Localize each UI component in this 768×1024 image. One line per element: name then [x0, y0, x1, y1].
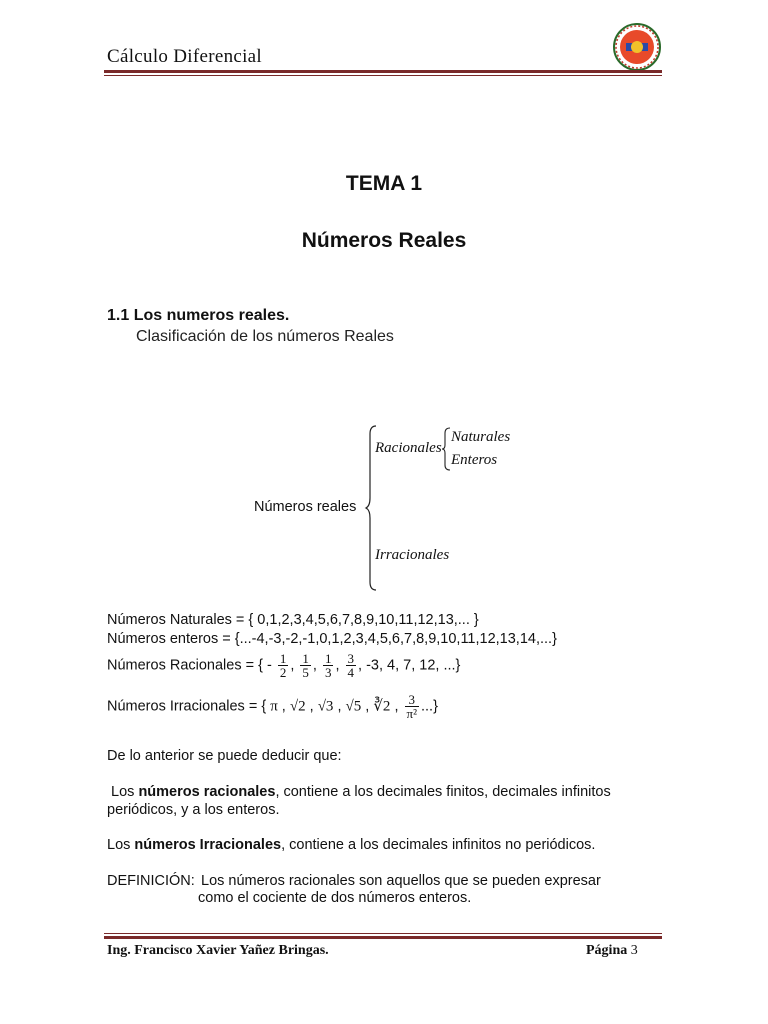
irracionales-suffix: ...}	[420, 698, 438, 715]
bold-term: números Irracionales	[134, 837, 282, 853]
paragraph-racionales: Los números racionales, contiene a los decimales finitos, decimales infinitos periódicos, y a los enteros.	[107, 784, 611, 818]
fraction: $\frac{3}{\text{π²}}$	[406, 692, 417, 721]
page-number: 3	[630, 943, 638, 958]
fraction: $\frac{3}{4}$	[347, 651, 355, 680]
diagram-root-label: Números reales	[254, 499, 357, 515]
fraction: $\frac{1}{5}$	[302, 651, 309, 680]
header-title: Cálculo Diferencial	[107, 46, 262, 67]
definition-line-1: Los números racionales son aquellos que se pueden expresar	[201, 873, 601, 889]
irr-item: √2	[289, 698, 306, 715]
irr-item: ∛2	[373, 698, 391, 715]
diagram-irracionales: Irracionales	[375, 547, 450, 563]
racionales-suffix: , -3, 4, 7, 12, ...}	[358, 657, 461, 674]
racionales-prefix: Números Racionales = { -	[107, 657, 272, 674]
fraction: $\frac{1}{3}$	[324, 651, 332, 680]
irr-item: π	[270, 698, 278, 715]
subject-title: Números Reales	[301, 229, 467, 252]
set-racionales: Números Racionales = { - $\frac{1}{2}$ , $\frac{1}{5}$ , $\frac{1}{3}$ , $\frac{3}{4}$ , -3, 4, 7, 12, ...}	[107, 651, 461, 680]
footer-rule-thick	[104, 936, 662, 939]
fraction: $\frac{1}{2}$	[279, 651, 287, 680]
header-rule-thin	[104, 75, 662, 76]
set-enteros: Números enteros = {...-4,-3,-2,-1,0,1,2,3,4,5,6,7,8,9,10,11,12,13,14,...}	[107, 631, 557, 647]
footer-page	[586, 943, 638, 959]
irr-item: √3	[317, 698, 334, 715]
footer-rule-thin	[104, 933, 662, 934]
tema-title: TEMA 1	[345, 172, 423, 195]
diagram-enteros: Enteros	[451, 452, 498, 468]
definition-label: DEFINICIÓN:	[107, 873, 195, 889]
diagram-naturales: Naturales	[451, 429, 511, 445]
set-naturales: Números Naturales = { 0,1,2,3,4,5,6,7,8,9,10,11,12,13,... }	[107, 612, 479, 628]
page-label: Página	[586, 943, 628, 958]
deduce-text: De lo anterior se puede deducir que:	[107, 748, 342, 764]
irr-item: √5	[345, 698, 362, 715]
section-subheading: Clasificación de los números Reales	[136, 328, 394, 345]
section-heading: 1.1 Los numeros reales.	[107, 307, 290, 324]
set-irracionales: Números Irracionales = { π , √2 , √3 , √5 , ∛2 , $\frac{3}{\text{π²}}$ ...}	[107, 692, 438, 721]
paragraph-irracionales: Los números Irracionales, contiene a los decimales infinitos no periódicos.	[107, 837, 596, 853]
irracionales-prefix: Números Irracionales = {	[107, 698, 267, 715]
bold-term: números racionales	[138, 784, 276, 800]
institute-seal-logo	[612, 22, 662, 72]
footer-author: Ing. Francisco Xavier Yañez Bringas.	[107, 943, 329, 958]
header-rule-thick	[104, 70, 662, 73]
diagram-racionales: Racionales	[375, 440, 442, 456]
definition-line-2: como el cociente de dos números enteros.	[198, 890, 472, 906]
